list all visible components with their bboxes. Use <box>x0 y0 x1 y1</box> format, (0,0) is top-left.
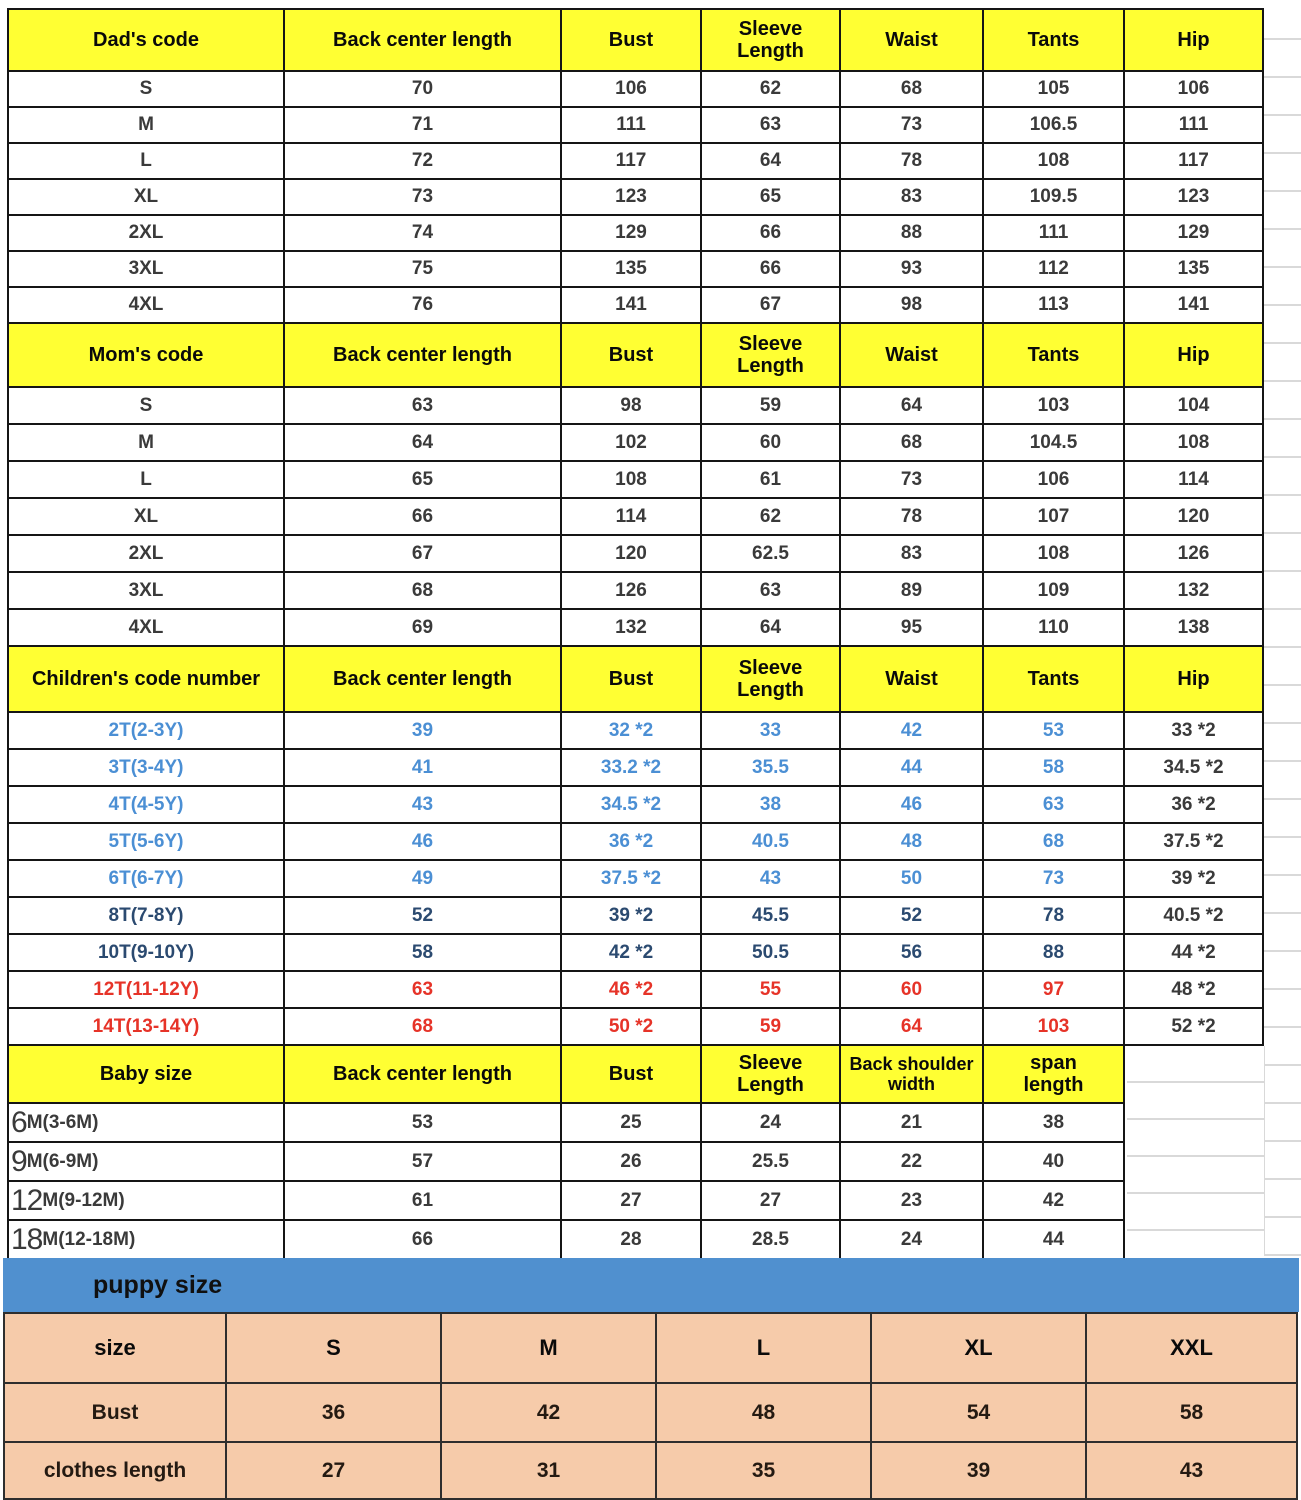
children-size-table <box>7 645 1264 1046</box>
table-cell: 74 <box>285 216 562 252</box>
table-cell: 95 <box>841 610 984 647</box>
row-label-rest: M(6-9M) <box>26 1150 99 1172</box>
column-header: Waist <box>841 647 984 713</box>
table-cell: 27 <box>702 1182 841 1221</box>
table-cell: 27 <box>562 1182 702 1221</box>
table-cell: 24 <box>702 1104 841 1143</box>
column-header: L <box>657 1314 872 1384</box>
table-cell: 107 <box>984 499 1125 536</box>
table-cell: 75 <box>285 252 562 288</box>
table-cell: 60 <box>702 425 841 462</box>
column-header: size <box>5 1314 227 1384</box>
table-cell: 33.2 *2 <box>562 750 702 787</box>
table-cell: 58 <box>1087 1384 1298 1443</box>
table-cell: 76 <box>285 288 562 324</box>
table-cell: 41 <box>285 750 562 787</box>
row-label: 4T(4-5Y) <box>9 787 285 824</box>
column-header: Tants <box>984 324 1125 388</box>
spreadsheet-gridlines-right <box>1264 2 1301 1258</box>
table-cell: 61 <box>702 462 841 499</box>
table-cell: 114 <box>1125 462 1264 499</box>
table-cell: 141 <box>1125 288 1264 324</box>
column-header: Mom's code <box>9 324 285 388</box>
table-cell: 97 <box>984 972 1125 1009</box>
table-cell: 106 <box>984 462 1125 499</box>
column-header: Waist <box>841 10 984 72</box>
row-label: 5T(5-6Y) <box>9 824 285 861</box>
table-cell: 67 <box>702 288 841 324</box>
table-cell: 83 <box>841 536 984 573</box>
dad-size-table <box>7 8 1264 324</box>
row-label: 3XL <box>9 573 285 610</box>
column-header: Waist <box>841 324 984 388</box>
row-label: L <box>9 462 285 499</box>
table-cell: 105 <box>984 72 1125 108</box>
table-cell: 98 <box>562 388 702 425</box>
table-cell: 106.5 <box>984 108 1125 144</box>
table-cell: 28 <box>562 1221 702 1260</box>
table-cell: 120 <box>1125 499 1264 536</box>
column-header: Back shoulder width <box>841 1046 984 1104</box>
table-cell: 69 <box>285 610 562 647</box>
row-label: 6T(6-7Y) <box>9 861 285 898</box>
table-cell: 103 <box>984 1009 1125 1046</box>
table-cell: 129 <box>562 216 702 252</box>
row-label: 2T(2-3Y) <box>9 713 285 750</box>
row-label: 3T(3-4Y) <box>9 750 285 787</box>
table-cell: 59 <box>702 388 841 425</box>
table-cell: 52 *2 <box>1125 1009 1264 1046</box>
table-cell: 117 <box>562 144 702 180</box>
table-cell: 68 <box>841 425 984 462</box>
table-cell: 78 <box>841 499 984 536</box>
table-cell: 39 *2 <box>1125 861 1264 898</box>
row-label: 2XL <box>9 536 285 573</box>
table-cell: 36 *2 <box>562 824 702 861</box>
baby-size-table <box>7 1044 1125 1260</box>
table-cell: 54 <box>872 1384 1087 1443</box>
row-label: L <box>9 144 285 180</box>
table-cell: 55 <box>702 972 841 1009</box>
row-label-big-digit: 12 <box>11 1183 43 1217</box>
table-cell: 50.5 <box>702 935 841 972</box>
table-cell: 48 <box>841 824 984 861</box>
table-cell: 123 <box>1125 180 1264 216</box>
table-cell: 78 <box>841 144 984 180</box>
column-header: span length <box>984 1046 1125 1104</box>
row-label: 8T(7-8Y) <box>9 898 285 935</box>
table-cell: 34.5 *2 <box>1125 750 1264 787</box>
table-cell: 58 <box>984 750 1125 787</box>
table-cell: 132 <box>562 610 702 647</box>
table-cell: 102 <box>562 425 702 462</box>
row-label-big-digit: 6 <box>11 1105 27 1139</box>
table-cell: 31 <box>442 1443 657 1500</box>
table-cell: 138 <box>1125 610 1264 647</box>
column-header: M <box>442 1314 657 1384</box>
table-cell: 64 <box>702 610 841 647</box>
table-cell: 33 *2 <box>1125 713 1264 750</box>
table-cell: 108 <box>984 536 1125 573</box>
table-cell: 25 <box>562 1104 702 1143</box>
table-cell: 108 <box>984 144 1125 180</box>
table-cell: 117 <box>1125 144 1264 180</box>
table-cell: 64 <box>285 425 562 462</box>
table-cell: 62 <box>702 72 841 108</box>
table-cell: 63 <box>702 573 841 610</box>
column-header: Sleeve Length <box>702 324 841 388</box>
spreadsheet-gridlines-beside-baby <box>1127 1046 1265 1256</box>
table-cell: 111 <box>562 108 702 144</box>
row-label <box>9 1143 285 1182</box>
table-cell: 53 <box>984 713 1125 750</box>
row-label: M <box>9 425 285 462</box>
table-cell: 109 <box>984 573 1125 610</box>
table-cell: 63 <box>285 388 562 425</box>
table-cell: 66 <box>285 1221 562 1260</box>
mom-size-table <box>7 322 1264 647</box>
table-cell: 114 <box>562 499 702 536</box>
table-cell: 113 <box>984 288 1125 324</box>
table-cell: 45.5 <box>702 898 841 935</box>
table-cell: 135 <box>562 252 702 288</box>
table-cell: 141 <box>562 288 702 324</box>
table-cell: 109.5 <box>984 180 1125 216</box>
table-cell: 35.5 <box>702 750 841 787</box>
column-header: Hip <box>1125 647 1264 713</box>
column-header: Tants <box>984 10 1125 72</box>
table-cell: 49 <box>285 861 562 898</box>
row-label <box>9 1182 285 1221</box>
column-header: XL <box>872 1314 1087 1384</box>
table-cell: 78 <box>984 898 1125 935</box>
table-cell: 126 <box>562 573 702 610</box>
table-cell: 66 <box>702 252 841 288</box>
table-cell: 93 <box>841 252 984 288</box>
column-header: Sleeve Length <box>702 647 841 713</box>
row-label: 3XL <box>9 252 285 288</box>
row-label-rest: M(9-12M) <box>42 1189 125 1211</box>
table-cell: 44 <box>984 1221 1125 1260</box>
table-cell: 61 <box>285 1182 562 1221</box>
table-cell: 40 <box>984 1143 1125 1182</box>
column-header: Bust <box>562 647 702 713</box>
column-header: Bust <box>562 324 702 388</box>
table-cell: 52 <box>841 898 984 935</box>
table-cell: 34.5 *2 <box>562 787 702 824</box>
column-header: S <box>227 1314 442 1384</box>
column-header: Tants <box>984 647 1125 713</box>
row-label: S <box>9 388 285 425</box>
table-cell: 24 <box>841 1221 984 1260</box>
row-label-big-digit: 9 <box>11 1144 27 1178</box>
table-cell: 38 <box>984 1104 1125 1143</box>
column-header: Hip <box>1125 324 1264 388</box>
puppy-size-table <box>3 1312 1298 1500</box>
row-label: 14T(13-14Y) <box>9 1009 285 1046</box>
table-cell: 110 <box>984 610 1125 647</box>
table-cell: 48 <box>657 1384 872 1443</box>
table-cell: 63 <box>984 787 1125 824</box>
table-cell: 70 <box>285 72 562 108</box>
table-cell: 60 <box>841 972 984 1009</box>
table-cell: 112 <box>984 252 1125 288</box>
table-cell: 56 <box>841 935 984 972</box>
table-cell: 106 <box>562 72 702 108</box>
row-label-rest: M(12-18M) <box>42 1228 136 1250</box>
row-label: clothes length <box>5 1443 227 1500</box>
table-cell: 35 <box>657 1443 872 1500</box>
table-cell: 89 <box>841 573 984 610</box>
table-cell: 73 <box>285 180 562 216</box>
table-cell: 62.5 <box>702 536 841 573</box>
row-label <box>9 1221 285 1260</box>
table-cell: 42 <box>984 1182 1125 1221</box>
table-cell: 64 <box>841 1009 984 1046</box>
table-cell: 40.5 *2 <box>1125 898 1264 935</box>
table-cell: 104 <box>1125 388 1264 425</box>
table-cell: 66 <box>702 216 841 252</box>
column-header: Bust <box>562 10 702 72</box>
column-header: Sleeve Length <box>702 1046 841 1104</box>
table-cell: 72 <box>285 144 562 180</box>
table-cell: 42 <box>841 713 984 750</box>
table-cell: 46 *2 <box>562 972 702 1009</box>
table-cell: 37.5 *2 <box>1125 824 1264 861</box>
table-cell: 123 <box>562 180 702 216</box>
table-cell: 98 <box>841 288 984 324</box>
table-cell: 73 <box>841 462 984 499</box>
column-header: Children's code number <box>9 647 285 713</box>
table-cell: 42 *2 <box>562 935 702 972</box>
row-label: 10T(9-10Y) <box>9 935 285 972</box>
table-cell: 21 <box>841 1104 984 1143</box>
table-cell: 73 <box>841 108 984 144</box>
table-cell: 23 <box>841 1182 984 1221</box>
table-cell: 120 <box>562 536 702 573</box>
table-cell: 43 <box>285 787 562 824</box>
table-cell: 50 *2 <box>562 1009 702 1046</box>
table-cell: 106 <box>1125 72 1264 108</box>
row-label: XL <box>9 499 285 536</box>
table-cell: 88 <box>841 216 984 252</box>
row-label-rest: M(3-6M) <box>26 1111 99 1133</box>
row-label: M <box>9 108 285 144</box>
table-cell: 46 <box>285 824 562 861</box>
table-cell: 38 <box>702 787 841 824</box>
table-cell: 28.5 <box>702 1221 841 1260</box>
column-header: Back center length <box>285 10 562 72</box>
table-cell: 46 <box>841 787 984 824</box>
table-cell: 25.5 <box>702 1143 841 1182</box>
column-header: Back center length <box>285 324 562 388</box>
row-label: 4XL <box>9 288 285 324</box>
table-cell: 126 <box>1125 536 1264 573</box>
table-cell: 62 <box>702 499 841 536</box>
table-cell: 33 <box>702 713 841 750</box>
column-header: Bust <box>562 1046 702 1104</box>
row-label: 4XL <box>9 610 285 647</box>
table-cell: 64 <box>841 388 984 425</box>
table-cell: 26 <box>562 1143 702 1182</box>
table-cell: 65 <box>702 180 841 216</box>
column-header: Baby size <box>9 1046 285 1104</box>
column-header: Sleeve Length <box>702 10 841 72</box>
table-cell: 32 *2 <box>562 713 702 750</box>
table-cell: 65 <box>285 462 562 499</box>
table-cell: 36 <box>227 1384 442 1443</box>
table-cell: 58 <box>285 935 562 972</box>
table-cell: 132 <box>1125 573 1264 610</box>
table-cell: 57 <box>285 1143 562 1182</box>
table-cell: 66 <box>285 499 562 536</box>
table-cell: 63 <box>702 108 841 144</box>
table-cell: 83 <box>841 180 984 216</box>
table-cell: 73 <box>984 861 1125 898</box>
row-label <box>9 1104 285 1143</box>
table-cell: 68 <box>984 824 1125 861</box>
table-cell: 104.5 <box>984 425 1125 462</box>
table-cell: 50 <box>841 861 984 898</box>
table-cell: 48 *2 <box>1125 972 1264 1009</box>
table-cell: 39 *2 <box>562 898 702 935</box>
table-cell: 22 <box>841 1143 984 1182</box>
table-cell: 129 <box>1125 216 1264 252</box>
table-cell: 111 <box>1125 108 1264 144</box>
table-cell: 68 <box>285 1009 562 1046</box>
table-cell: 68 <box>841 72 984 108</box>
table-cell: 108 <box>1125 425 1264 462</box>
table-cell: 111 <box>984 216 1125 252</box>
table-cell: 27 <box>227 1443 442 1500</box>
table-cell: 36 *2 <box>1125 787 1264 824</box>
table-cell: 88 <box>984 935 1125 972</box>
row-label-big-digit: 18 <box>11 1222 43 1256</box>
column-header: Hip <box>1125 10 1264 72</box>
table-cell: 40.5 <box>702 824 841 861</box>
row-label: XL <box>9 180 285 216</box>
table-cell: 63 <box>285 972 562 1009</box>
table-cell: 43 <box>1087 1443 1298 1500</box>
table-cell: 39 <box>285 713 562 750</box>
table-cell: 67 <box>285 536 562 573</box>
table-cell: 43 <box>702 861 841 898</box>
column-header: Dad's code <box>9 10 285 72</box>
table-cell: 53 <box>285 1104 562 1143</box>
table-cell: 42 <box>442 1384 657 1443</box>
column-header: XXL <box>1087 1314 1298 1384</box>
table-cell: 44 *2 <box>1125 935 1264 972</box>
row-label: 2XL <box>9 216 285 252</box>
row-label: S <box>9 72 285 108</box>
table-cell: 135 <box>1125 252 1264 288</box>
table-cell: 103 <box>984 388 1125 425</box>
table-cell: 52 <box>285 898 562 935</box>
table-cell: 108 <box>562 462 702 499</box>
column-header: Back center length <box>285 1046 562 1104</box>
table-cell: 37.5 *2 <box>562 861 702 898</box>
row-label: 12T(11-12Y) <box>9 972 285 1009</box>
table-cell: 39 <box>872 1443 1087 1500</box>
row-label: Bust <box>5 1384 227 1443</box>
table-cell: 64 <box>702 144 841 180</box>
table-cell: 71 <box>285 108 562 144</box>
puppy-size-header-bar <box>3 1258 1299 1312</box>
table-cell: 68 <box>285 573 562 610</box>
table-cell: 59 <box>702 1009 841 1046</box>
table-cell: 44 <box>841 750 984 787</box>
puppy-size-title: puppy size <box>93 1270 223 1299</box>
column-header: Back center length <box>285 647 562 713</box>
